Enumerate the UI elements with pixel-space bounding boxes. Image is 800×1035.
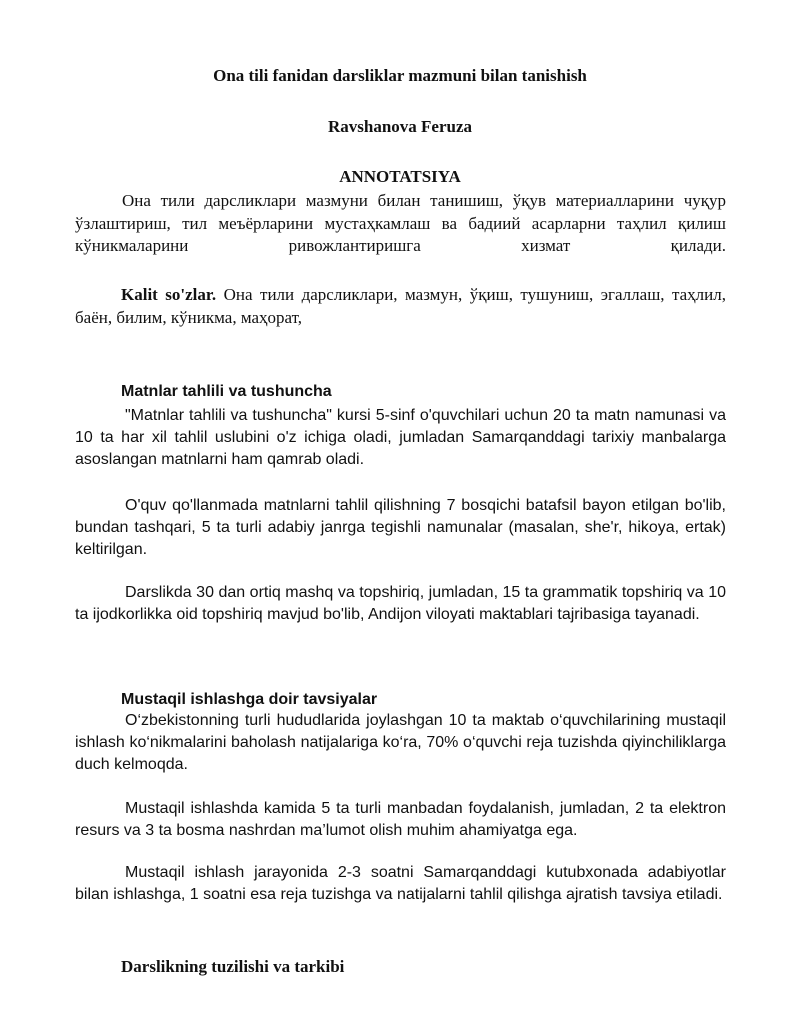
section-paragraph: "Matnlar tahlili va tushuncha" kursi 5-sinf o'quvchilari uchun 20 ta matn namunasi va 10 ta har xil tahlil uslubini o'z ichiga oladi, jumladan Samarqanddagi tarixiy manbalarga asoslangan matnlarni ham qamrab oladi. bbox=[75, 407, 726, 468]
section-heading-mustaqil: Mustaqil ishlashga doir tavsiyalar bbox=[121, 691, 378, 708]
document-title: Ona tili fanidan darsliklar mazmuni bilan tanishish bbox=[213, 66, 587, 85]
section-paragraph: Mustaqil ishlashda kamida 5 ta turli manbadan foydalanish, jumladan, 2 ta elektron resurs va 3 ta bosma nashrdan ma’lumot olish muhim ahamiyatga ega. bbox=[75, 800, 726, 839]
section-paragraph: Mustaqil ishlash jarayonida 2-3 soatni Samarqanddagi kutubxonada adabiyotlar bilan ishlashga, 1 soatni esa reja tuzishga va natijalarni tahlil qilishga ajratish tavsiya etiladi. bbox=[75, 864, 726, 903]
annotation-heading: ANNOTATSIYA bbox=[339, 167, 461, 186]
section-paragraph: O‘zbekistonning turli hududlarida joylashgan 10 ta maktab o‘quvchilarining mustaqil ishlash ko‘nikmalarini baholash natijalariga ko‘ra, 70% o‘quvchi reja tuzishda qiyinchiliklarga duch kelmoqda. bbox=[75, 712, 726, 773]
keywords-text: Она тили дарсликлари, мазмун, ўқиш, тушуниш, эгаллаш, таҳлил, баён, билим, кўникма, маҳорат, bbox=[75, 285, 726, 327]
author-name: Ravshanova Feruza bbox=[327, 117, 473, 136]
section-heading-darslik: Darslikning tuzilishi va tarkibi bbox=[121, 957, 345, 976]
annotation-paragraph: Она тили дарсликлари мазмуни билан танишиш, ўқув материалларини чуқур ўзлаштириш, тил меъёрларини мустаҳкамлаш ва бадиий асарларни таҳлил қилиш кўникмаларини ривожлантиришга хизмат қилади. bbox=[75, 191, 726, 255]
keywords-label: Kalit so'zlar. bbox=[121, 285, 217, 304]
keywords-paragraph bbox=[75, 284, 726, 329]
section-paragraph: O'quv qo'llanmada matnlarni tahlil qilishning 7 bosqichi batafsil bayon etilgan bo'lib, bundan tashqari, 5 ta turli adabiy janrga tegishli namunalar (masalan, she'r, hikoya, ertak) keltirilgan. bbox=[75, 497, 726, 558]
section-paragraph: Darslikda 30 dan ortiq mashq va topshiriq, jumladan, 15 ta grammatik topshiriq va 10 ta ijodkorlikka oid topshiriq mavjud bo'lib, Andijon viloyati maktablari tajribasiga tayanadi. bbox=[75, 584, 726, 623]
section-heading-matnlar: Matnlar tahlili va tushuncha bbox=[121, 383, 332, 400]
